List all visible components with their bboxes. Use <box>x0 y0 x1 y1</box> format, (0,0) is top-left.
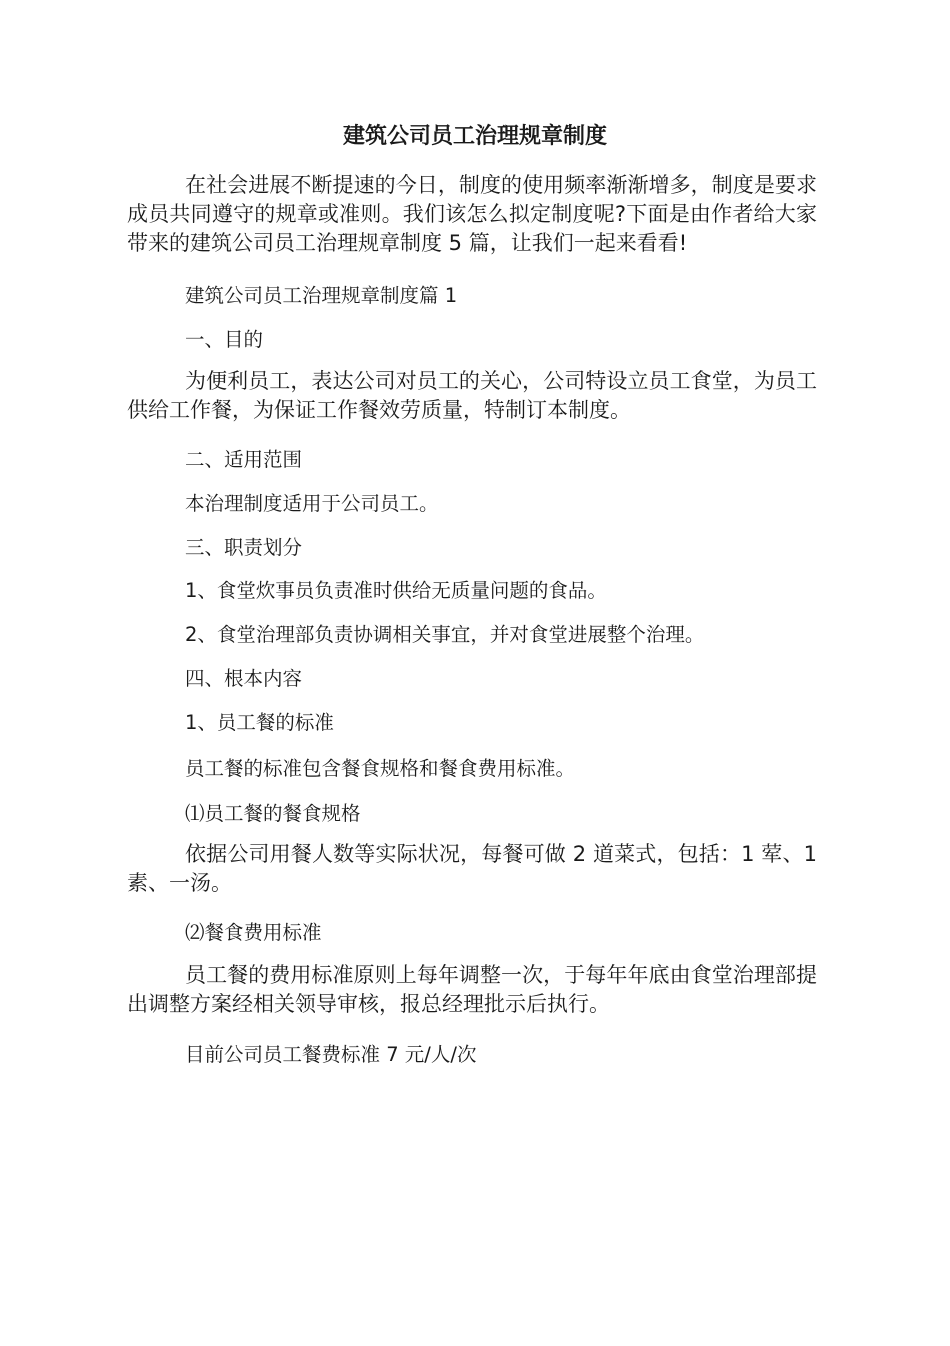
paragraph-meal-cost: 员工餐的费用标准原则上每年调整一次，于每年年底由食堂治理部提出调整方案经相关领导审核，报总经理批示后执行。 <box>127 963 817 1016</box>
heading-meal-specification: ⑴员工餐的餐食规格 <box>185 802 361 825</box>
section-heading-part-1: 建筑公司员工治理规章制度篇 1 <box>185 284 458 307</box>
heading-responsibilities: 三、职责划分 <box>185 536 303 559</box>
list-item-cook-duty: 1、食堂炊事员负责准时供给无质量问题的食品。 <box>185 579 607 602</box>
document-title: 建筑公司员工治理规章制度 <box>342 124 607 149</box>
paragraph-current-fee: 目前公司员工餐费标准 7 元/人/次 <box>185 1043 477 1066</box>
heading-basic-content: 四、根本内容 <box>185 667 303 690</box>
paragraph-purpose: 为便利员工，表达公司对员工的关心，公司特设立员工食堂，为员工供给工作餐，为保证工作餐效劳质量，特制订本制度。 <box>127 369 817 422</box>
paragraph-meal-specification: 依据公司用餐人数等实际状况，每餐可做 2 道菜式，包括：1 荤、1 素、一汤。 <box>127 842 817 895</box>
heading-meal-cost: ⑵餐食费用标准 <box>185 921 322 944</box>
paragraph-meal-standard: 员工餐的标准包含餐食规格和餐食费用标准。 <box>185 757 576 780</box>
heading-meal-standard: 1、员工餐的标准 <box>185 711 334 734</box>
heading-scope: 二、适用范围 <box>185 448 303 471</box>
intro-paragraph: 在社会进展不断提速的今日，制度的使用频率渐渐增多，制度是要求成员共同遵守的规章或准则。我们该怎么拟定制度呢?下面是由作者给大家带来的建筑公司员工治理规章制度 5 篇，让我们一起来看看! <box>127 173 817 255</box>
heading-purpose: 一、目的 <box>185 328 264 351</box>
list-item-management-duty: 2、食堂治理部负责协调相关事宜，并对食堂进展整个治理。 <box>185 623 705 646</box>
paragraph-scope: 本治理制度适用于公司员工。 <box>185 492 439 515</box>
